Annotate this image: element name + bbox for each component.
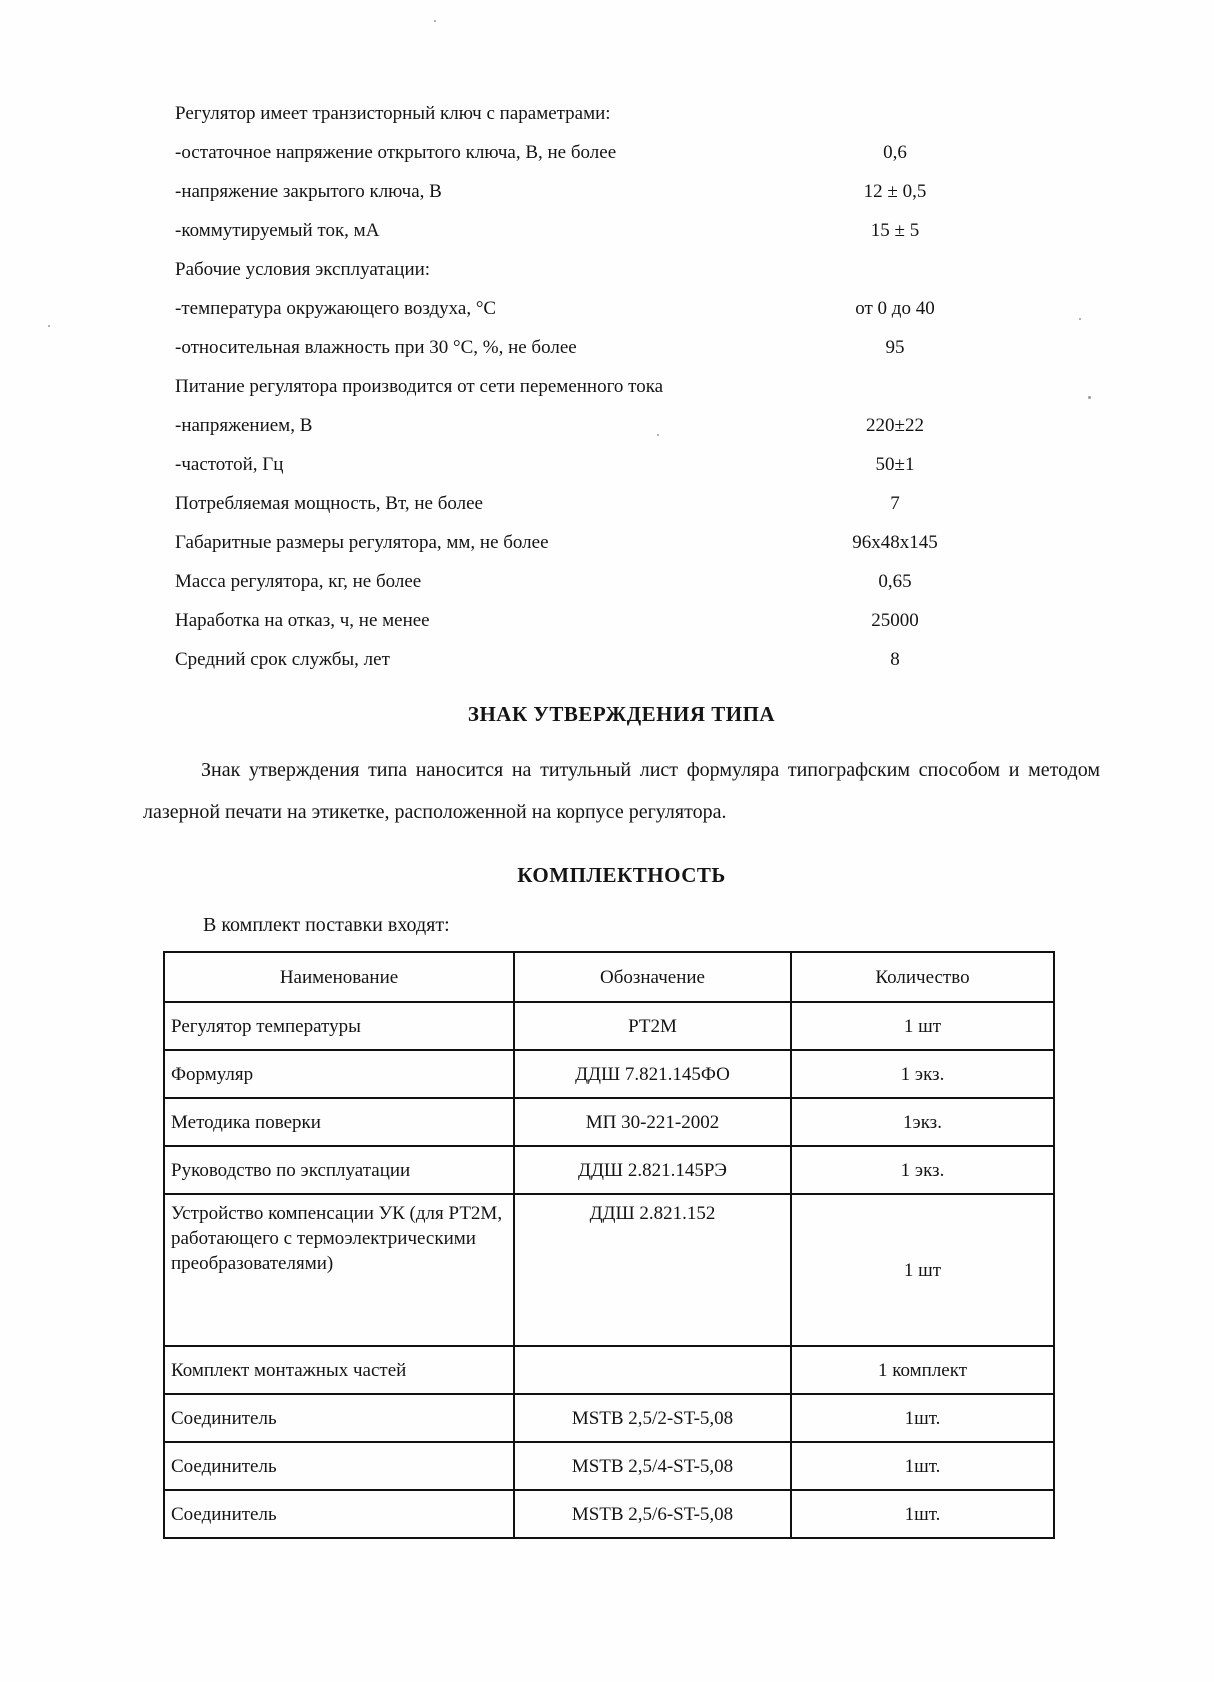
scan-speck <box>1079 318 1081 320</box>
cell-name: Соединитель <box>164 1490 514 1538</box>
table-row <box>164 1146 1054 1194</box>
cell-quantity: 1шт. <box>791 1490 1054 1538</box>
table-row <box>164 1002 1054 1050</box>
table-row <box>164 1346 1054 1394</box>
cell-designation: MSTB 2,5/4-ST-5,08 <box>514 1442 791 1490</box>
spec-value: 12 ± 0,5 <box>863 181 927 202</box>
cell-quantity: 1 экз. <box>791 1146 1054 1194</box>
table-row <box>164 1050 1054 1098</box>
cell-quantity: 1экз. <box>791 1098 1054 1146</box>
spec-label: -частотой, Гц <box>175 454 284 475</box>
table-row <box>164 1098 1054 1146</box>
spec-label: Питание регулятора производится от сети переменного тока <box>175 376 664 397</box>
section-title-completeness: КОМПЛЕКТНОСТЬ <box>517 863 726 887</box>
cell-quantity: 1шт. <box>791 1394 1054 1442</box>
spec-row <box>175 492 1100 516</box>
spec-label: -остаточное напряжение открытого ключа, В, не более <box>175 142 617 163</box>
type-approval-paragraph: Знак утверждения типа наносится на титульный лист формуляра типографским способом и методом лазерной печати на этикетке, расположенной на корпусе регулятора. <box>143 759 1100 823</box>
scan-speck <box>1088 396 1091 399</box>
scan-speck <box>657 434 659 436</box>
section-title-type-approval: ЗНАК УТВЕРЖДЕНИЯ ТИПА <box>467 702 776 726</box>
cell-quantity: 1 шт <box>791 1002 1054 1050</box>
table-intro: В комплект поставки входят: <box>203 914 450 936</box>
spec-row <box>175 297 1100 321</box>
spec-label: Рабочие условия эксплуатации: <box>175 259 431 280</box>
cell-designation: РТ2М <box>514 1002 791 1050</box>
cell-designation: MSTB 2,5/6-ST-5,08 <box>514 1490 791 1538</box>
spec-label: -температура окружающего воздуха, °С <box>175 298 497 319</box>
spec-value: 8 <box>890 649 900 670</box>
table-row <box>164 1490 1054 1538</box>
spec-label: -напряжение закрытого ключа, В <box>175 181 442 202</box>
spec-label: -относительная влажность при 30 °С, %, не более <box>175 337 577 358</box>
spec-section <box>143 102 1100 672</box>
spec-row <box>175 609 1100 633</box>
spec-row <box>175 453 1100 477</box>
cell-quantity: 1 шт <box>791 1194 1054 1346</box>
scan-speck <box>434 20 436 22</box>
cell-name: Регулятор температуры <box>164 1002 514 1050</box>
spec-row <box>175 258 1100 282</box>
cell-name: Соединитель <box>164 1394 514 1442</box>
spec-value: 0,65 <box>878 571 912 592</box>
spec-row <box>175 531 1100 555</box>
cell-designation: ДДШ 2.821.145РЭ <box>514 1146 791 1194</box>
spec-row <box>175 180 1100 204</box>
cell-name: Соединитель <box>164 1442 514 1490</box>
cell-name: Формуляр <box>164 1050 514 1098</box>
cell-designation: МП 30-221-2002 <box>514 1098 791 1146</box>
spec-intro: Регулятор имеет транзисторный ключ с параметрами: <box>175 103 611 124</box>
table-header-name: Наименование <box>164 952 514 1002</box>
spec-row <box>175 570 1100 594</box>
components-table <box>163 951 1055 1539</box>
cell-name: Руководство по эксплуатации <box>164 1146 514 1194</box>
spec-label: Масса регулятора, кг, не более <box>175 571 422 592</box>
spec-row <box>175 219 1100 243</box>
spec-value: 95 <box>885 337 905 358</box>
spec-value: 220±22 <box>866 415 924 436</box>
cell-name: Методика поверки <box>164 1098 514 1146</box>
table-header-row <box>164 952 1054 1002</box>
spec-value: 25000 <box>871 610 919 631</box>
spec-value: 7 <box>890 493 900 514</box>
cell-quantity: 1 комплект <box>791 1346 1054 1394</box>
spec-row <box>175 648 1100 672</box>
spec-value: 96х48х145 <box>852 532 938 553</box>
table-header-quantity: Количество <box>791 952 1054 1002</box>
spec-label: Средний срок службы, лет <box>175 649 390 670</box>
spec-label: Наработка на отказ, ч, не менее <box>175 610 430 631</box>
spec-label: -коммутируемый ток, мА <box>175 220 380 241</box>
spec-label: Габаритные размеры регулятора, мм, не более <box>175 532 549 553</box>
table-row <box>164 1194 1054 1346</box>
cell-quantity: 1шт. <box>791 1442 1054 1490</box>
spec-label: Потребляемая мощность, Вт, не более <box>175 493 483 514</box>
spec-row <box>175 375 1100 399</box>
cell-designation <box>514 1346 791 1394</box>
table-row <box>164 1442 1054 1490</box>
spec-value: от 0 до 40 <box>855 298 935 319</box>
scan-speck <box>48 325 50 327</box>
cell-designation: ДДШ 2.821.152 <box>514 1194 791 1346</box>
spec-label: -напряжением, В <box>175 415 313 436</box>
cell-designation: MSTB 2,5/2-ST-5,08 <box>514 1394 791 1442</box>
cell-quantity: 1 экз. <box>791 1050 1054 1098</box>
spec-row <box>175 414 1100 438</box>
cell-name: Устройство компенсации УК (для РТ2М, работающего с термоэлектрическими преобразователями) <box>164 1194 514 1346</box>
cell-name: Комплект монтажных частей <box>164 1346 514 1394</box>
spec-value: 50±1 <box>875 454 915 475</box>
cell-designation: ДДШ 7.821.145ФО <box>514 1050 791 1098</box>
spec-value: 15 ± 5 <box>870 220 920 241</box>
spec-value: 0,6 <box>883 142 907 163</box>
spec-row <box>175 141 1100 165</box>
table-row <box>164 1394 1054 1442</box>
table-header-designation: Обозначение <box>514 952 791 1002</box>
spec-row <box>175 336 1100 360</box>
